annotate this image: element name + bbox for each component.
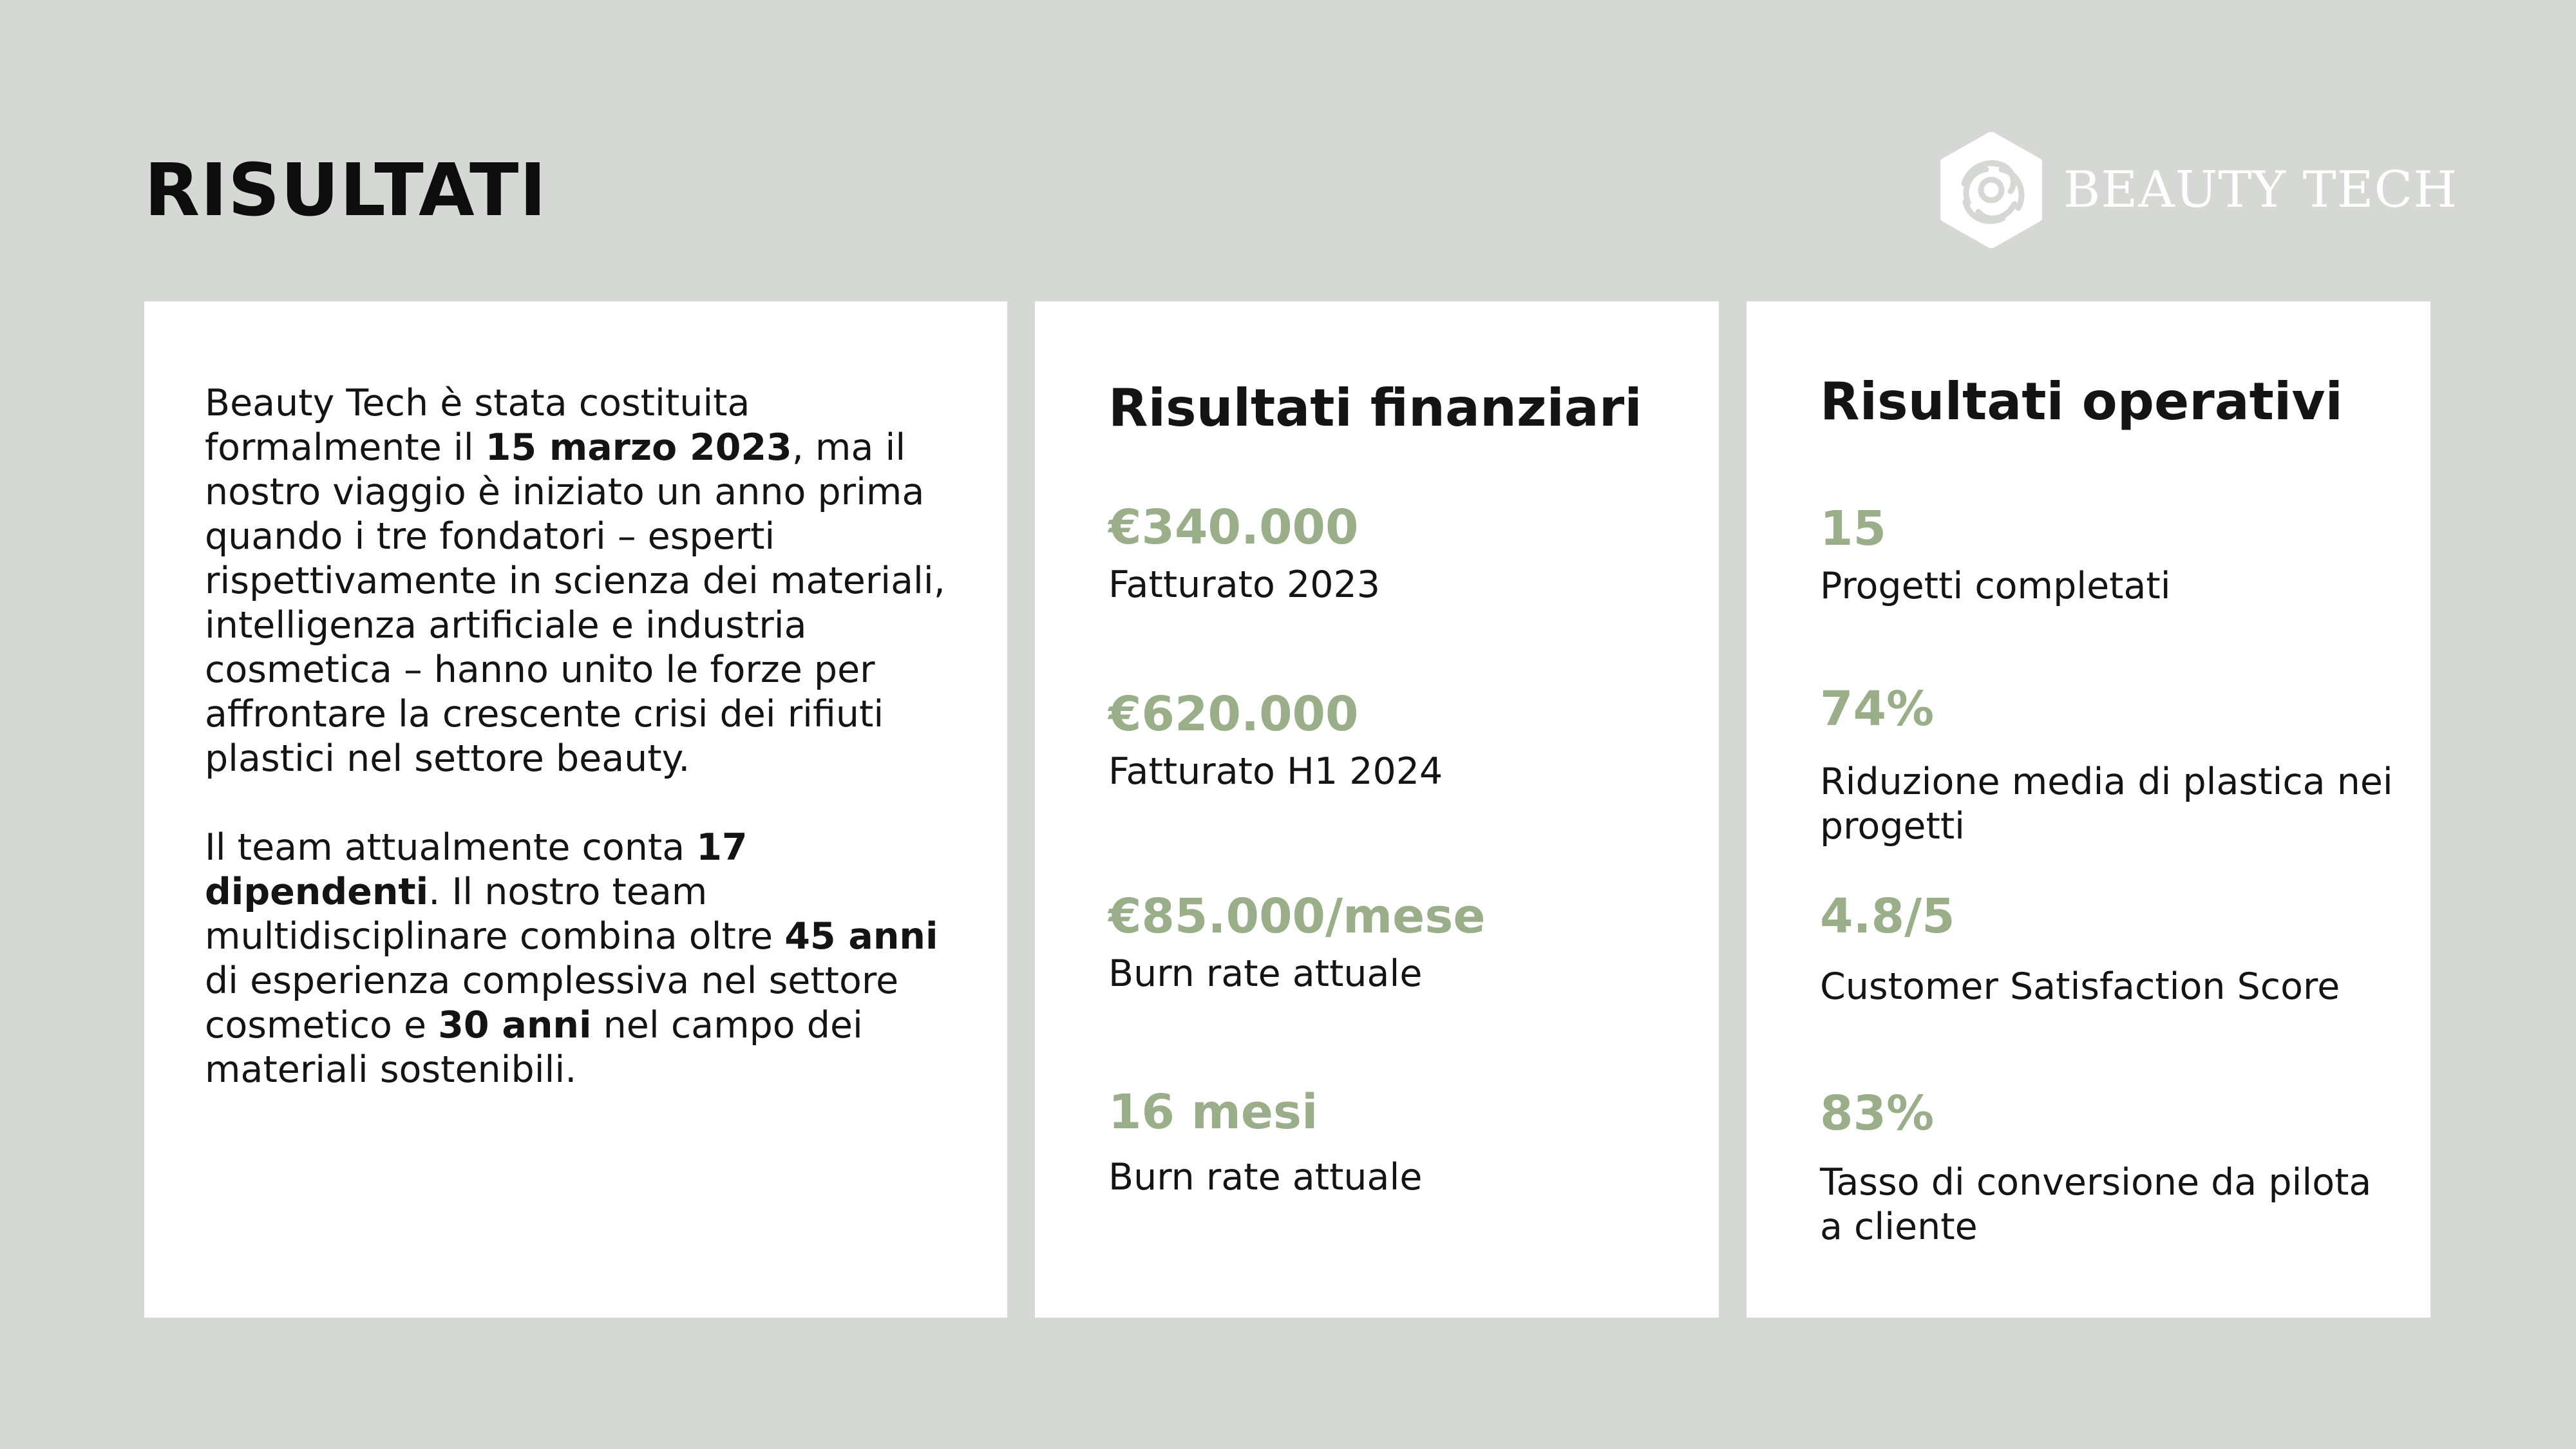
- financial-heading: Risultati finanziari: [1108, 378, 1642, 438]
- intro-paragraph-2: [205, 826, 978, 1092]
- stat-value: €620.000: [1108, 687, 1359, 742]
- intro-p2-run-bold: 45 anni: [784, 915, 938, 958]
- stat-label: Fatturato H1 2024: [1108, 750, 1443, 793]
- stat-value: €85.000/mese: [1108, 889, 1486, 944]
- financial-stat: [1108, 1084, 1688, 1200]
- financial-stat: [1108, 687, 1688, 794]
- intro-p1-run: Beauty Tech è stata costituita formalmente il: [205, 382, 750, 469]
- intro-p2-run: nel campo dei materiali sostenibili.: [205, 1004, 863, 1091]
- intro-text: [205, 381, 978, 1092]
- operational-stat: [1820, 681, 2400, 849]
- operational-stat: [1820, 889, 2400, 1009]
- intro-p1-run-bold: 15 marzo 2023: [485, 426, 792, 469]
- intro-p2-run-bold: 30 anni: [438, 1004, 592, 1046]
- stat-label: Progetti completati: [1820, 565, 2171, 607]
- stat-value: €340.000: [1108, 500, 1359, 555]
- intro-p2-run: Il team attualmente conta: [205, 826, 697, 869]
- stat-value: 83%: [1820, 1086, 1935, 1141]
- financial-stat: [1108, 500, 1688, 607]
- intro-card: [144, 301, 1007, 1318]
- operational-heading: Risultati operativi: [1820, 372, 2343, 431]
- hexagon-swirl-logo-icon: [1938, 132, 2044, 248]
- brand-logo: [1938, 132, 2458, 248]
- stat-value: 15: [1820, 501, 1886, 556]
- intro-paragraph-1: [205, 381, 978, 781]
- operational-results-card: [1747, 301, 2430, 1318]
- financial-results-card: [1035, 301, 1719, 1318]
- operational-stat: [1820, 501, 2400, 609]
- stat-value: 74%: [1820, 681, 1935, 737]
- intro-p2-run: . Il nostro team multidisciplinare combina oltre: [205, 871, 785, 958]
- stat-label: Customer Satisfaction Score: [1820, 965, 2340, 1008]
- intro-p1-run: , ma il nostro viaggio è iniziato un anno prima quando i tre fondatori – esperti rispettivamente in scienza dei materiali, intelligenza artificiale e industria cosmetica – hanno unito le forze per affrontare la crescente crisi dei rifiuti plastici nel settore beauty.: [205, 426, 945, 780]
- page-title: RISULTATI: [144, 149, 547, 232]
- stat-value: 4.8/5: [1820, 889, 1955, 944]
- brand-name: BEAUTY TECH: [2063, 161, 2458, 219]
- stat-value: 16 mesi: [1108, 1084, 1318, 1140]
- stat-label: Burn rate attuale: [1108, 1156, 1423, 1198]
- stat-label: Burn rate attuale: [1108, 952, 1423, 995]
- stat-label: Tasso di conversione da pilota a cliente: [1820, 1161, 2372, 1248]
- stat-label: Fatturato 2023: [1108, 564, 1381, 606]
- financial-stat: [1108, 889, 1688, 996]
- stat-label: Riduzione media di plastica nei progetti: [1820, 761, 2393, 848]
- intro-p2-run-bold: 17 dipendenti: [205, 826, 748, 913]
- operational-stat: [1820, 1086, 2400, 1249]
- intro-p2-run: di esperienza complessiva nel settore cosmetico e: [205, 960, 899, 1046]
